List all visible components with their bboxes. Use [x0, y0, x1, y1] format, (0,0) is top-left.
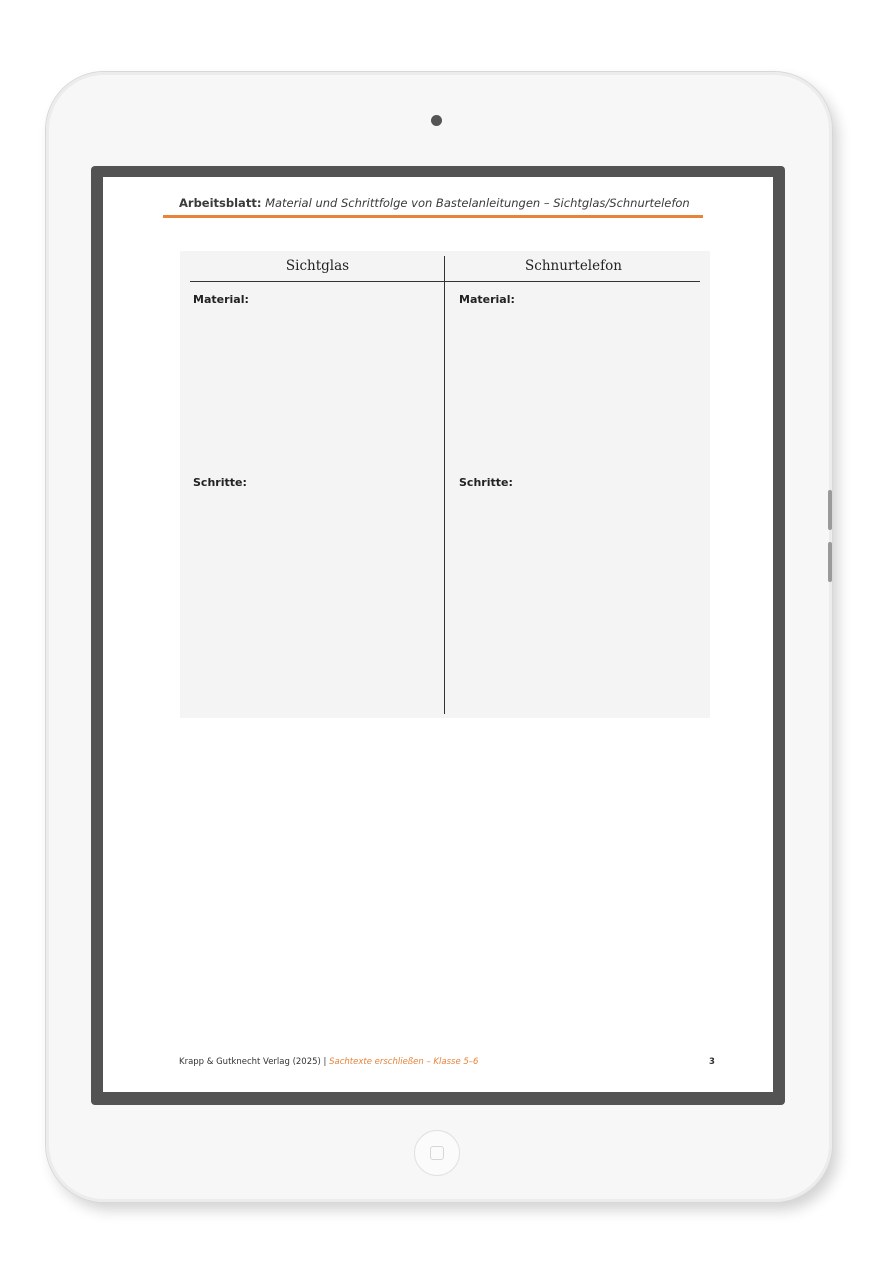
material-label-right: Material:: [459, 293, 515, 306]
page-number: 3: [709, 1057, 715, 1067]
side-button: [828, 490, 832, 530]
worksheet-table: [180, 251, 710, 718]
footer-series: Sachtexte erschließen – Klasse 5–6: [329, 1057, 479, 1067]
document-page[interactable]: [103, 177, 773, 1092]
screen-bezel: [91, 166, 785, 1105]
column-title-sichtglas: Sichtglas: [285, 258, 350, 274]
side-button: [828, 542, 832, 582]
steps-label-left: Schritte:: [193, 476, 247, 489]
home-button[interactable]: [414, 1130, 460, 1176]
tablet-device: [46, 72, 832, 1202]
column-title-divider: [190, 281, 700, 282]
page-title: [179, 196, 690, 210]
steps-label-right: Schritte:: [459, 476, 513, 489]
camera-icon: [431, 115, 442, 126]
header-divider: [163, 215, 703, 218]
page-footer: [179, 1057, 478, 1067]
home-icon: [430, 1146, 444, 1160]
header-label: Arbeitsblatt:: [179, 196, 262, 210]
header-title: Material und Schrittfolge von Bastelanleitungen – Sichtglas/Schnurtelefon: [265, 196, 690, 210]
material-label-left: Material:: [193, 293, 249, 306]
footer-publisher: Krapp & Gutknecht Verlag (2025) |: [179, 1057, 327, 1067]
column-divider: [444, 256, 445, 714]
column-title-schnurtelefon: Schnurtelefon: [525, 258, 622, 274]
